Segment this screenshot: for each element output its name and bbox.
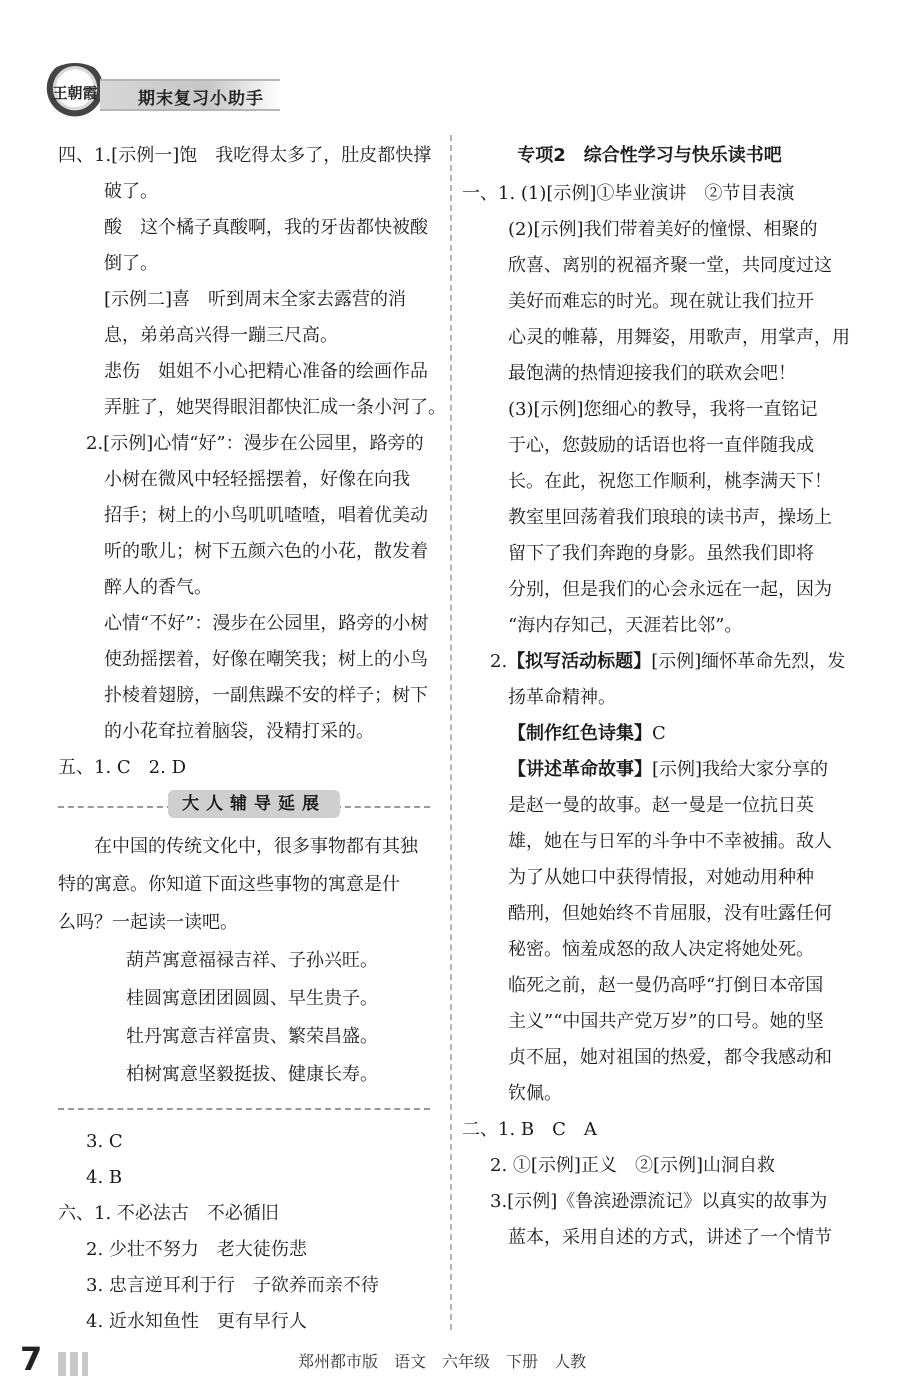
publisher-label: 人教 xyxy=(554,1352,587,1371)
answer-line: 破了。 xyxy=(104,181,158,202)
activity-tag: 【讲述革命故事】 xyxy=(508,759,652,780)
answer-text: C xyxy=(652,723,666,744)
answer-line: 于心，您鼓励的话语也将一直伴随我成 xyxy=(508,435,814,456)
section-title: 专项2 综合性学习与快乐读书吧 xyxy=(517,145,782,166)
answer-line: 分别，但是我们的心会永远在一起，因为 xyxy=(508,579,832,600)
extension-item: 葫芦寓意福禄吉祥、子孙兴旺。 xyxy=(126,950,378,971)
answer-line: (3)[示例]您细心的教导，我将一直铭记 xyxy=(508,399,818,420)
column-divider xyxy=(450,135,452,1330)
answer-line: 4. B xyxy=(86,1167,123,1188)
answer-line: 美好而难忘的时光。现在就让我们拉开 xyxy=(508,291,814,312)
answer-line: 2. ①[示例]正义 ②[示例]山洞自救 xyxy=(490,1155,775,1176)
answer-line: 四、1.[示例一]饱 我吃得太多了，肚皮都快撑 xyxy=(58,145,432,166)
left-column xyxy=(58,138,446,1340)
answer-line: “海内存知己，天涯若比邻”。 xyxy=(508,615,743,636)
answer-line: 的小花耷拉着脑袋，没精打采的。 xyxy=(104,721,374,742)
answer-line xyxy=(462,752,837,788)
answer-text: [示例]缅怀革命先烈，发 xyxy=(651,651,846,672)
extension-item: 柏树寓意坚毅挺拔、健康长寿。 xyxy=(126,1064,378,1085)
answer-text: [示例]我给大家分享的 xyxy=(652,759,829,780)
answer-line: 酸 这个橘子真酸啊，我的牙齿都快被酸 xyxy=(104,217,428,238)
brand-logo-text: 王朝霞 xyxy=(52,84,98,102)
answer-line: 最饱满的热情迎接我们的联欢会吧！ xyxy=(508,363,796,384)
page-number: 7 xyxy=(20,1340,43,1378)
answer-line: 听的歌儿；树下五颜六色的小花，散发着 xyxy=(104,541,428,562)
answer-line: 心情“不好”：漫步在公园里，路旁的小树 xyxy=(104,613,429,634)
answer-line: 悲伤 姐姐不小心把精心准备的绘画作品 xyxy=(104,361,428,382)
answer-line: 2.[示例]心情“好”：漫步在公园里，路旁的 xyxy=(86,433,424,454)
grade-label: 六年级 xyxy=(442,1352,491,1371)
answer-line: 贞不屈，她对祖国的热爱，都令我感动和 xyxy=(508,1047,832,1068)
answer-line: 3. C xyxy=(86,1131,123,1152)
answer-line: 酷刑，但她始终不肯屈服，没有吐露任何 xyxy=(508,903,832,924)
extension-paragraph: 么吗？一起读一读吧。 xyxy=(58,912,238,933)
header-banner xyxy=(100,79,280,111)
answer-line: 扑棱着翅膀，一副焦躁不安的样子；树下 xyxy=(104,685,428,706)
extension-item: 牡丹寓意吉祥富贵、繁荣昌盛。 xyxy=(126,1026,378,1047)
answer-line: 3.[示例]《鲁滨逊漂流记》以真实的故事为 xyxy=(490,1191,828,1212)
extension-item: 桂圆寓意团团圆圆、早生贵子。 xyxy=(126,988,378,1009)
answer-line: 扬革命精神。 xyxy=(508,687,616,708)
answer-line: 六、1. 不必法古 不必循旧 xyxy=(58,1203,279,1224)
answer-line: 2. 少壮不努力 老大徒伤悲 xyxy=(86,1239,307,1260)
answer-line: 主义”“中国共产党万岁”的口号。她的坚 xyxy=(508,1011,824,1032)
page-number-decoration xyxy=(58,1352,88,1376)
answer-line: 小树在微风中轻轻摇摆着，好像在向我 xyxy=(104,469,410,490)
answer-line: 是赵一曼的故事。赵一曼是一位抗日英 xyxy=(508,795,814,816)
answer-line: 二、1. B C A xyxy=(462,1119,597,1140)
term-label: 下册 xyxy=(506,1352,539,1371)
answer-line: 使劲摇摆着，好像在嘲笑我；树上的小鸟 xyxy=(104,649,428,670)
activity-tag: 【拟写活动标题】 xyxy=(507,651,652,672)
header-title: 期末复习小助手 xyxy=(138,89,264,109)
extension-title: 大人辅导延展 xyxy=(168,790,340,818)
answer-line: 五、1. C 2. D xyxy=(58,757,186,778)
extension-body xyxy=(58,828,430,1094)
answer-line: 招手；树上的小鸟叽叽喳喳，唱着优美动 xyxy=(104,505,428,526)
answer-line: (2)[示例]我们带着美好的憧憬、相聚的 xyxy=(508,219,818,240)
answer-line: 长。在此，祝您工作顺利，桃李满天下！ xyxy=(508,471,832,492)
answer-line: 雄，她在与日军的斗争中不幸被捕。敌人 xyxy=(508,831,832,852)
answer-line: 醉人的香气。 xyxy=(104,577,212,598)
answer-line: 临死之前，赵一曼仍高呼“打倒日本帝国 xyxy=(508,975,824,996)
answer-line: 弄脏了，她哭得眼泪都快汇成一条小河了。 xyxy=(104,397,446,418)
book-info xyxy=(298,1349,602,1372)
answer-line: 蓝本，采用自述的方式，讲述了一个情节 xyxy=(508,1227,832,1248)
subject-label: 语文 xyxy=(394,1352,427,1371)
answer-line: [示例二]喜 听到周末全家去露营的消 xyxy=(104,289,407,310)
answer-line: 欣喜、离别的祝福齐聚一堂，共同度过这 xyxy=(508,255,832,276)
answer-line: 心灵的帷幕，用舞姿，用歌声，用掌声，用 xyxy=(508,327,850,348)
answer-line: 倒了。 xyxy=(104,253,158,274)
extension-header xyxy=(58,786,430,826)
answer-line: 秘密。恼羞成怒的敌人决定将她处死。 xyxy=(508,939,814,960)
answer-line: 一、1. (1)[示例]①毕业演讲 ②节目表演 xyxy=(462,183,795,204)
item-number: 2. xyxy=(490,651,508,672)
answer-line: 4. 近水知鱼性 更有早行人 xyxy=(86,1311,307,1332)
answer-line: 为了从她口中获得情报，对她动用种种 xyxy=(508,867,814,888)
answer-line: 留下了我们奔跑的身影。虽然我们即将 xyxy=(508,543,814,564)
extension-end-rule xyxy=(58,1108,430,1124)
right-column xyxy=(462,138,850,1256)
answer-line: 3. 忠言逆耳利于行 子欲养而亲不待 xyxy=(86,1275,379,1296)
page-footer xyxy=(0,1340,900,1390)
answer-line: 钦佩。 xyxy=(508,1083,562,1104)
answer-line xyxy=(462,644,846,680)
edition-label: 郑州都市版 xyxy=(298,1352,379,1371)
extension-paragraph: 在中国的传统文化中，很多事物都有其独 xyxy=(94,836,418,857)
answer-line xyxy=(462,716,837,752)
answer-line: 息，弟弟高兴得一蹦三尺高。 xyxy=(104,325,338,346)
page-header xyxy=(30,55,290,115)
answer-line: 教室里回荡着我们琅琅的读书声，操场上 xyxy=(508,507,832,528)
extension-paragraph: 特的寓意。你知道下面这些事物的寓意是什 xyxy=(58,874,400,895)
activity-tag: 【制作红色诗集】 xyxy=(508,723,652,744)
